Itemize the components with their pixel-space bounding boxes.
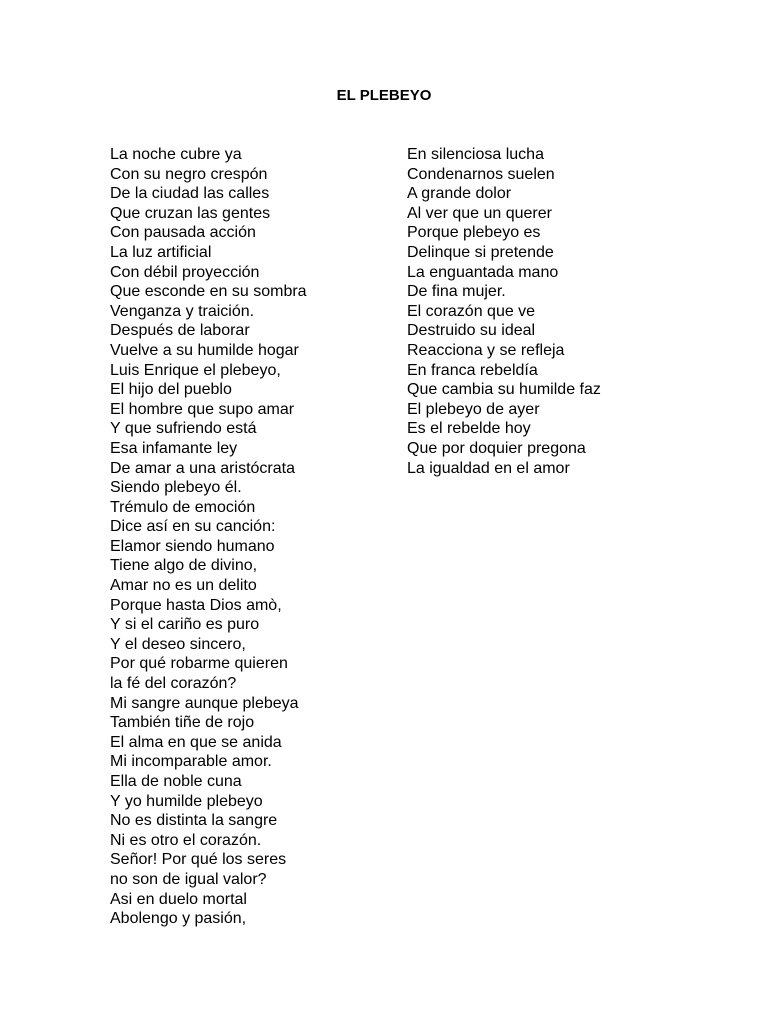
poem-line: Venganza y traición. bbox=[110, 302, 255, 320]
poem-line: Luis Enrique el plebeyo, bbox=[110, 361, 281, 379]
poem-line: La luz artificial bbox=[110, 243, 212, 261]
poem-line: Esa infamante ley bbox=[110, 439, 238, 457]
poem-line: Trémulo de emoción bbox=[110, 498, 256, 516]
poem-line: Condenarnos suelen bbox=[407, 165, 555, 183]
poem-line: Y yo humilde plebeyo bbox=[110, 792, 263, 810]
poem-line: Que cambia su humilde faz bbox=[407, 381, 601, 399]
poem-line: Y que sufriendo está bbox=[110, 420, 257, 438]
poem-line: Porque hasta Dios amò, bbox=[110, 596, 282, 614]
poem-line: Que cruzan las gentes bbox=[110, 204, 271, 222]
poem-line: Abolengo y pasión, bbox=[110, 910, 247, 928]
page-title: EL PLEBEYO bbox=[336, 87, 432, 104]
poem-line: Que por doquier pregona bbox=[407, 439, 586, 457]
poem-line: De amar a una aristócrata bbox=[110, 459, 295, 477]
poem-line: En silenciosa lucha bbox=[407, 146, 544, 163]
poem-line: A grande dolor bbox=[407, 185, 512, 203]
poem-line: De la ciudad las calles bbox=[110, 185, 270, 203]
poem-line: El corazón que ve bbox=[407, 302, 536, 320]
poem-line: la fé del corazón? bbox=[110, 675, 237, 693]
poem-line: El plebeyo de ayer bbox=[407, 400, 540, 418]
poem-line: El alma en que se anida bbox=[110, 733, 282, 751]
poem-line: Con pausada acción bbox=[110, 224, 256, 242]
poem-line: Ni es otro el corazón. bbox=[110, 831, 262, 849]
poem-line: Y si el cariño es puro bbox=[110, 616, 260, 634]
poem-line: La enguantada mano bbox=[407, 263, 559, 281]
poem-line: Ella de noble cuna bbox=[110, 773, 242, 790]
poem-right-column bbox=[407, 145, 601, 478]
poem-line: Mi sangre aunque plebeya bbox=[110, 694, 299, 712]
poem-line: Con débil proyección bbox=[110, 263, 260, 281]
poem-line: no son de igual valor? bbox=[110, 870, 267, 888]
poem-line: Asi en duelo mortal bbox=[110, 890, 247, 908]
poem-line: Dice así en su canción: bbox=[110, 518, 276, 536]
poem-line: De fina mujer. bbox=[407, 283, 506, 301]
poem-line: Amar no es un delito bbox=[110, 577, 257, 595]
poem-line: Siendo plebeyo él. bbox=[110, 479, 242, 497]
poem-line: El hombre que supo amar bbox=[110, 400, 295, 418]
poem-line: También tiñe de rojo bbox=[110, 714, 255, 732]
poem-line: Por qué robarme quieren bbox=[110, 655, 288, 673]
poem-line: No es distinta la sangre bbox=[110, 812, 278, 830]
poem-line: Con su negro crespón bbox=[110, 165, 268, 183]
poem-line: La noche cubre ya bbox=[110, 146, 242, 163]
poem-left-column bbox=[110, 145, 307, 929]
poem-line: Vuelve a su humilde hogar bbox=[110, 341, 299, 359]
poem-line: En franca rebeldía bbox=[407, 361, 538, 379]
poem-line: Que esconde en su sombra bbox=[110, 283, 307, 301]
poem-line: Reacciona y se refleja bbox=[407, 341, 565, 359]
poem-line: La igualdad en el amor bbox=[407, 459, 570, 477]
poem-line: Delinque si pretende bbox=[407, 243, 554, 261]
poem-line: Elamor siendo humano bbox=[110, 537, 275, 555]
poem-line: Señor! Por qué los seres bbox=[110, 851, 287, 869]
poem-line: El hijo del pueblo bbox=[110, 381, 232, 399]
poem-line: Es el rebelde hoy bbox=[407, 420, 531, 438]
poem-line: Al ver que un querer bbox=[407, 204, 552, 222]
poem-line: Mi incomparable amor. bbox=[110, 753, 272, 771]
poem-line: Y el deseo sincero, bbox=[110, 635, 246, 653]
poem-line: Porque plebeyo es bbox=[407, 224, 541, 242]
poem-line: Después de laborar bbox=[110, 322, 250, 340]
poem-line: Tiene algo de divino, bbox=[110, 557, 258, 575]
poem-line: Destruido su ideal bbox=[407, 322, 536, 340]
